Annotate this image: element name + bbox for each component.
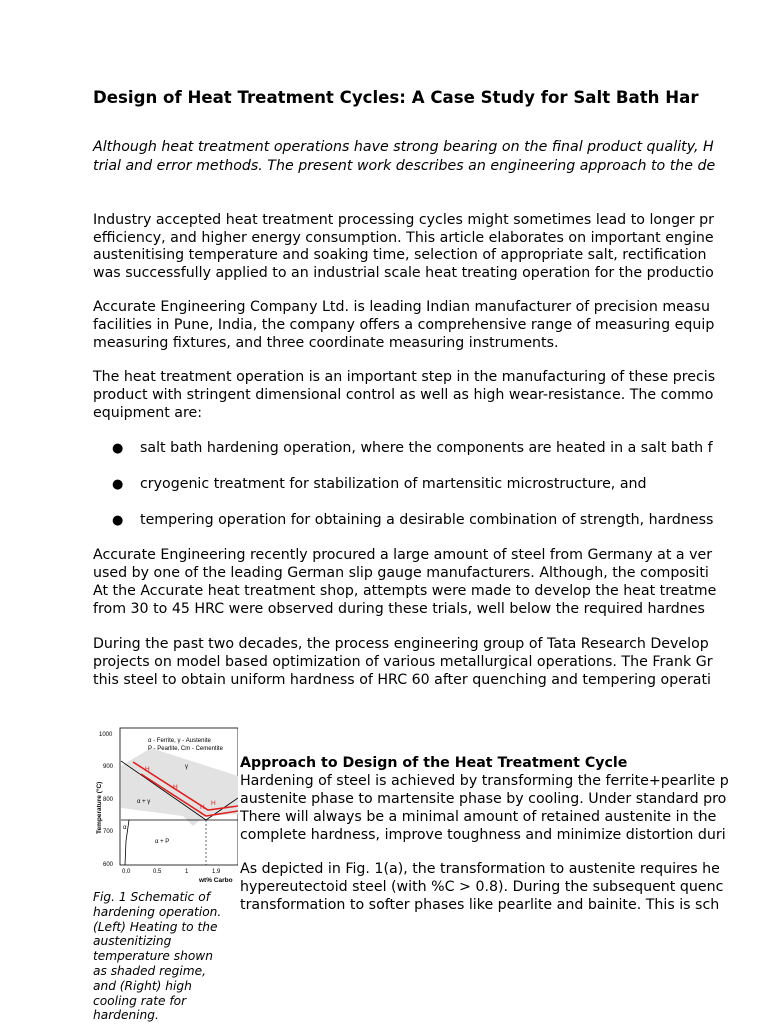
paragraph-2-line-1: Accurate Engineering Company Ltd. is leading Indian manufacturer of precision measu: [93, 299, 710, 315]
x-tick-1: 1: [185, 869, 189, 875]
caption-line: hardening operation.: [93, 904, 222, 919]
marker-h-3: H: [200, 804, 205, 811]
bullet-marker: ●: [112, 513, 124, 528]
paragraph-1-line-2: efficiency, and higher energy consumption. This article elaborates on important engine: [93, 230, 714, 246]
bullet-item-3: tempering operation for obtaining a desirable combination of strength, hardness: [140, 512, 714, 528]
marker-h-2: H: [173, 784, 178, 791]
paragraph-3-line-1: The heat treatment operation is an important step in the manufacturing of these precis: [93, 369, 716, 385]
caption-line: (Left) Heating to the: [93, 919, 218, 934]
paragraph-5-line-2: projects on model based optimization of various metallurgical operations. The Frank Gr: [93, 654, 713, 670]
section-heading: Approach to Design of the Heat Treatment Cycle: [240, 755, 628, 771]
phase-diagram-figure: [93, 726, 238, 885]
paragraph-5-line-1: During the past two decades, the process engineering group of Tata Research Develop: [93, 636, 709, 652]
section-para-2-line-1: As depicted in Fig. 1(a), the transformation to austenite requires he: [240, 861, 720, 877]
y-tick-1000: 1000: [99, 732, 113, 738]
region-alpha: α: [123, 825, 127, 831]
marker-h-1: H: [145, 766, 150, 773]
region-gamma: γ: [185, 764, 188, 770]
section-para-2-line-3: transformation to softer phases like pearlite and bainite. This is sch: [240, 897, 720, 913]
x-tick-1-9: 1.9: [212, 869, 221, 875]
bullet-item-1: salt bath hardening operation, where the components are heated in a salt bath f: [140, 440, 713, 456]
section-para-2-line-2: hypereutectoid steel (with %C > 0.8). During the subsequent quenc: [240, 879, 724, 895]
caption-line: temperature shown: [93, 949, 213, 964]
region-alpha-gamma: α + γ: [137, 799, 151, 805]
section-para-1-line-4: complete hardness, improve toughness and minimize distortion duri: [240, 827, 726, 843]
figure-caption: [93, 890, 243, 1023]
paragraph-4-line-2: used by one of the leading German slip gauge manufacturers. Although, the compositi: [93, 565, 709, 581]
paragraph-3-line-3: equipment are:: [93, 405, 203, 421]
caption-line: as shaded regime,: [93, 963, 206, 978]
section-para-1-line-2: austenite phase to martensite phase by cooling. Under standard pro: [240, 791, 727, 807]
y-tick-900: 900: [103, 764, 114, 770]
paragraph-4-line-1: Accurate Engineering recently procured a large amount of steel from Germany at a ver: [93, 547, 713, 563]
legend-line-2: P - Pearlite, Cm - Cementite: [148, 746, 223, 752]
abstract-line-1: Although heat treatment operations have strong bearing on the final product quality, H: [93, 139, 714, 155]
section-para-1-line-1: Hardening of steel is achieved by transforming the ferrite+pearlite p: [240, 773, 729, 789]
bullet-marker: ●: [112, 441, 124, 456]
caption-line: cooling rate for: [93, 993, 187, 1008]
y-axis-label: Temperature (°C): [96, 781, 103, 834]
phase-diagram-svg: [93, 726, 238, 885]
article-title: Design of Heat Treatment Cycles: A Case Study for Salt Bath Har: [93, 88, 699, 107]
section-para-1-line-3: There will always be a minimal amount of retained austenite in the: [240, 809, 717, 825]
paragraph-5-line-3: this steel to obtain uniform hardness of HRC 60 after quenching and tempering operati: [93, 672, 711, 688]
paragraph-1-line-4: was successfully applied to an industrial scale heat treating operation for the productio: [93, 265, 714, 281]
paragraph-1-line-1: Industry accepted heat treatment processing cycles might sometimes lead to longer pr: [93, 212, 714, 228]
x-tick-0-5: 0.5: [153, 869, 162, 875]
caption-line: hardening.: [93, 1008, 159, 1023]
x-tick-0: 0.0: [122, 869, 131, 875]
paragraph-2-line-3: measuring fixtures, and three coordinate measuring instruments.: [93, 335, 559, 351]
bullet-marker: ●: [112, 477, 124, 492]
marker-h-4: H: [211, 800, 216, 807]
paragraph-3-line-2: product with stringent dimensional control as well as high wear-resistance. The commo: [93, 387, 714, 403]
y-tick-800: 800: [103, 797, 114, 803]
paragraph-1-line-3: austenitising temperature and soaking time, selection of appropriate salt, rectification: [93, 247, 707, 263]
caption-line: austenitizing: [93, 934, 172, 949]
caption-line: Fig. 1 Schematic of: [93, 890, 210, 904]
legend-line-1: α - Ferrite, γ - Austenite: [148, 738, 211, 744]
caption-line: and (Right) high: [93, 978, 192, 993]
paragraph-4-line-4: from 30 to 45 HRC were observed during these trials, well below the required hardnes: [93, 601, 705, 617]
abstract-line-2: trial and error methods. The present work describes an engineering approach to the de: [93, 158, 716, 174]
paragraph-4-line-3: At the Accurate heat treatment shop, attempts were made to develop the heat treatme: [93, 583, 717, 599]
x-axis-label: wt% Carbo: [199, 877, 233, 884]
y-tick-700: 700: [103, 829, 114, 835]
region-alpha-pearlite: α + P: [155, 839, 170, 845]
y-tick-600: 600: [103, 862, 114, 868]
paragraph-2-line-2: facilities in Pune, India, the company offers a comprehensive range of measuring equip: [93, 317, 715, 333]
bullet-item-2: cryogenic treatment for stabilization of martensitic microstructure, and: [140, 476, 647, 492]
